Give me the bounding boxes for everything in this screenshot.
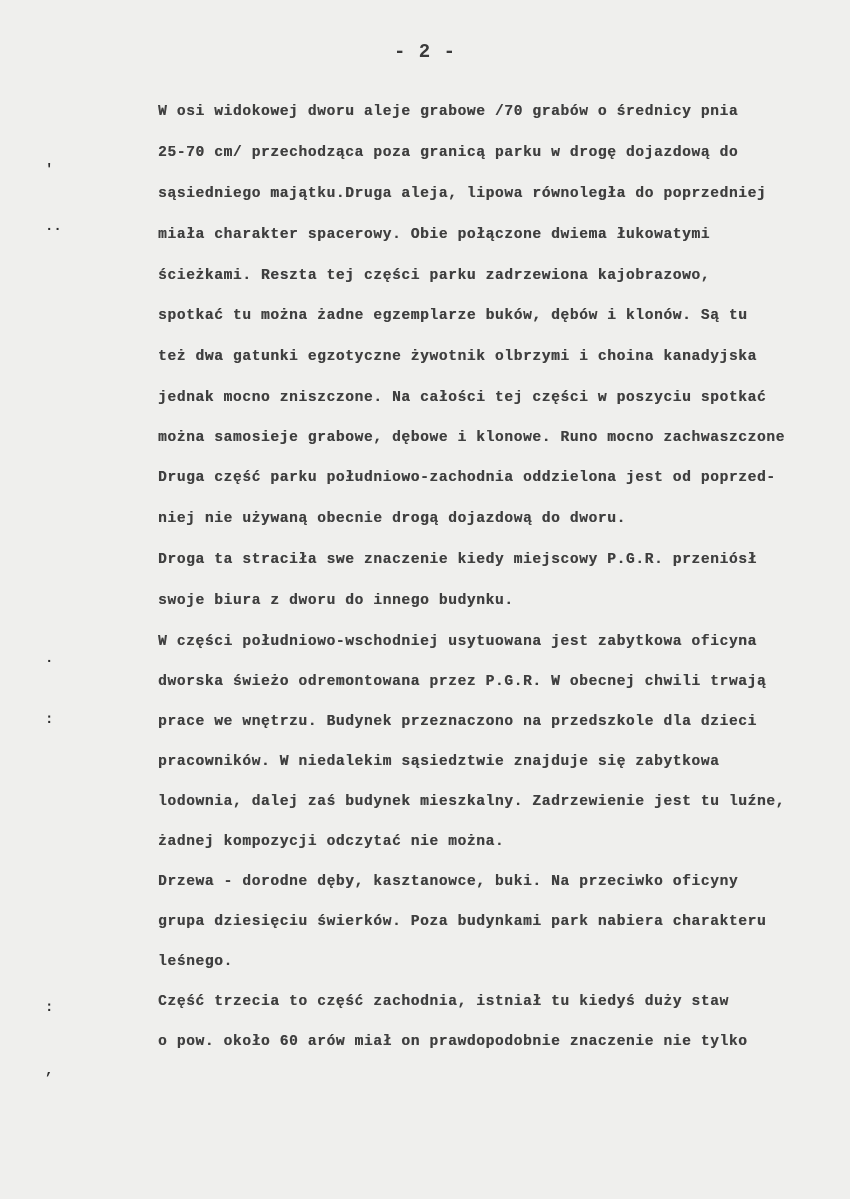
margin-mark: ' [45, 162, 54, 178]
text-line: swoje biura z dworu do innego budynku. [158, 593, 514, 609]
text-line: W osi widokowej dworu aleje grabowe /70 grabów o średnicy pnia [158, 104, 739, 120]
text-line: pracowników. W niedalekim sąsiedztwie znajduje się zabytkowa [158, 754, 720, 770]
text-line: niej nie używaną obecnie drogą dojazdową do dworu. [158, 511, 626, 527]
text-line: Część trzecia to część zachodnia, istniał tu kiedyś duży staw [158, 994, 729, 1010]
text-line: lodownia, dalej zaś budynek mieszkalny. Zadrzewienie jest tu luźne, [158, 794, 785, 810]
margin-mark: : [45, 1000, 54, 1016]
text-line: 25-70 cm/ przechodząca poza granicą parku w drogę dojazdową do [158, 145, 739, 161]
text-line: prace we wnętrzu. Budynek przeznaczono na przedszkole dla dzieci [158, 714, 757, 730]
text-line: ścieżkami. Reszta tej części parku zadrzewiona kajobrazowo, [158, 268, 711, 284]
text-line: spotkać tu można żadne egzemplarze buków, dębów i klonów. Są tu [158, 308, 748, 324]
text-line: miała charakter spacerowy. Obie połączone dwiema łukowatymi [158, 227, 711, 243]
text-line: żadnej kompozycji odczytać nie można. [158, 834, 505, 850]
text-line: o pow. około 60 arów miał on prawdopodobnie znaczenie nie tylko [158, 1034, 748, 1050]
text-line: Druga część parku południowo-zachodnia oddzielona jest od poprzed- [158, 470, 776, 486]
page-number: - 2 - [393, 41, 456, 63]
text-line: sąsiedniego majątku.Druga aleja, lipowa równoległa do poprzedniej [158, 186, 767, 202]
margin-mark: ·· [45, 222, 62, 238]
text-line: Droga ta straciła swe znaczenie kiedy miejscowy P.G.R. przeniósł [158, 552, 757, 568]
text-line: można samosieje grabowe, dębowe i klonowe. Runo mocno zachwaszczone [158, 430, 785, 446]
text-line: Drzewa - dorodne dęby, kasztanowce, buki. Na przeciwko oficyny [158, 874, 739, 890]
margin-mark: : [45, 712, 54, 728]
text-line: W części południowo-wschodniej usytuowana jest zabytkowa oficyna [158, 634, 757, 650]
margin-mark: , [45, 1063, 54, 1079]
text-line: jednak mocno zniszczone. Na całości tej części w poszyciu spotkać [158, 390, 767, 406]
text-line: leśnego. [158, 954, 233, 970]
text-line: dworska świeżo odremontowana przez P.G.R. W obecnej chwili trwają [158, 674, 767, 690]
text-line: też dwa gatunki egzotyczne żywotnik olbrzymi i choina kanadyjska [158, 349, 757, 365]
margin-mark: · [45, 654, 54, 670]
text-line: grupa dziesięciu świerków. Poza budynkami park nabiera charakteru [158, 914, 767, 930]
